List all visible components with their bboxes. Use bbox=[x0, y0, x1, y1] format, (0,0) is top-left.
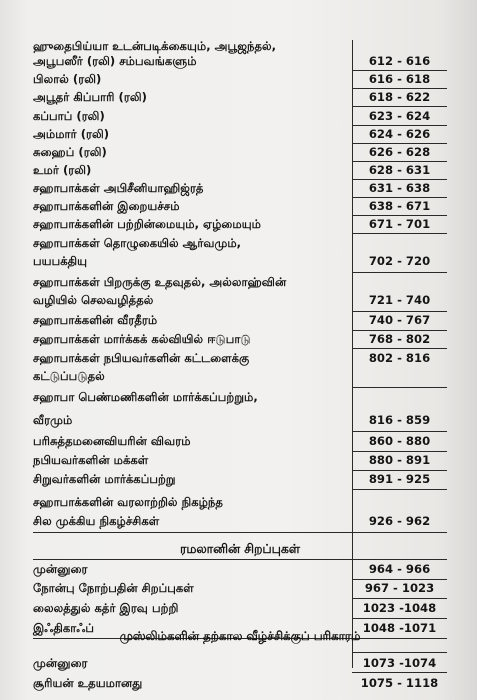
toc-entry bbox=[33, 434, 447, 449]
toc-entry bbox=[33, 181, 447, 196]
toc-entry-title: நோன்பு நோற்பதின் சிறப்புகள் bbox=[33, 581, 194, 595]
toc-entry-pages: 624 - 626 bbox=[368, 127, 431, 141]
toc-entry bbox=[33, 495, 447, 529]
toc-entry bbox=[33, 581, 447, 596]
toc-entry-title: லைலத்துல் கத்ர் இரவு பற்றி bbox=[33, 601, 179, 615]
toc-entry-title-cont: அபூபஸீர் (ரலி) சம்பவங்களும் bbox=[33, 54, 197, 68]
toc-entry bbox=[33, 313, 447, 328]
toc-entry bbox=[33, 656, 447, 671]
toc-entry bbox=[33, 217, 447, 232]
section-heading-remedy: முஸ்லிம்களின் தற்கால வீழ்ச்சிக்குப் பரிகாரம் bbox=[119, 629, 361, 643]
toc-entry-title-cont: வழியில் செலவழித்தல் bbox=[33, 293, 154, 307]
toc-entry bbox=[33, 163, 447, 178]
toc-entry-pages: 967 - 1023 bbox=[364, 581, 435, 595]
toc-entry bbox=[33, 145, 447, 160]
toc-entry-title: சஹாபாக்களின் வரலாற்றில் நிகழ்ந்த bbox=[33, 495, 223, 509]
toc-entry bbox=[33, 90, 447, 105]
toc-entry-pages: 671 - 701 bbox=[368, 217, 431, 231]
toc-entry-title: உமர் (ரலி) bbox=[33, 163, 92, 177]
toc-entry-title: முன்னுரை bbox=[33, 656, 88, 670]
toc-entry-title: சஹாபாக்களின் பற்றின்மையும், ஏழ்மையும் bbox=[33, 217, 261, 231]
toc-entry-pages: 768 - 802 bbox=[368, 332, 431, 346]
toc-entry-pages: 1075 - 1118 bbox=[360, 676, 439, 690]
toc-entry-pages: 802 - 816 bbox=[368, 351, 431, 365]
toc-entry bbox=[33, 676, 447, 691]
toc-entry-pages: 880 - 891 bbox=[368, 453, 431, 467]
toc-entry-title-cont: கட்டுப்படுதல் bbox=[33, 369, 105, 383]
toc-entry-pages: 1073 -1074 bbox=[362, 656, 437, 670]
toc-entry bbox=[33, 390, 447, 428]
toc-entry-pages: 616 - 618 bbox=[368, 72, 431, 86]
toc-entry bbox=[33, 601, 447, 616]
toc-entry bbox=[33, 39, 447, 69]
toc-entry bbox=[33, 72, 447, 87]
toc-entry-title: நபியவர்களின் மக்கள் bbox=[33, 453, 149, 467]
toc-entry-pages: 638 - 671 bbox=[368, 199, 431, 213]
toc-entry-title: சஹாபாக்கள் நபியவர்களின் கட்டளைக்கு bbox=[33, 351, 250, 365]
toc-entry-pages: 618 - 622 bbox=[368, 90, 431, 104]
toc-entry-title: சஹாபாக்களின் இறையச்சம் bbox=[33, 199, 180, 213]
toc-entry-title: கப்பாப் (ரலி) bbox=[33, 109, 105, 123]
toc-entry-pages: 721 - 740 bbox=[368, 293, 431, 307]
toc-entry-pages: 891 - 925 bbox=[368, 472, 431, 486]
toc-entry-pages: 860 - 880 bbox=[368, 434, 431, 448]
toc-entry-pages: 1023 -1048 bbox=[362, 601, 437, 615]
toc-entry bbox=[33, 109, 447, 124]
toc-entry-pages: 816 - 859 bbox=[368, 413, 431, 427]
toc-entry bbox=[33, 199, 447, 214]
toc-entry-title: இஃதிகாஃப் bbox=[33, 621, 95, 635]
toc-entry-title: சஹாபாக்கள் தொழுகையில் ஆர்வமும், bbox=[33, 236, 242, 250]
toc-entry bbox=[33, 351, 447, 384]
toc-entry-title-cont: சில முக்கிய நிகழ்ச்சிகள் bbox=[33, 514, 160, 528]
toc-entry-title: பிலால் (ரலி) bbox=[33, 72, 102, 86]
toc-entry-pages: 631 - 638 bbox=[368, 181, 431, 195]
toc-entry-pages: 964 - 966 bbox=[368, 562, 431, 576]
toc-entry-title: அபூதர் கிப்பாரி (ரலி) bbox=[33, 90, 147, 104]
toc-entry-title: சஹாபா பெண்மணிகளின் மார்க்கப்பற்றும், bbox=[33, 390, 258, 404]
toc-entry bbox=[33, 472, 447, 487]
toc-entry bbox=[33, 332, 447, 347]
toc-entry-pages: 626 - 628 bbox=[368, 145, 431, 159]
toc-entry-title-cont: பயபக்தியு bbox=[33, 254, 88, 268]
toc-entry-title: ஹுதைபிய்யா உடன்படிக்கையும், அபூஜந்தல், bbox=[33, 39, 277, 53]
toc-entry-title: சிறுவர்களின் மார்க்கப்பற்று bbox=[33, 472, 176, 486]
toc-entry-title: சூரியன் உதயமானது bbox=[33, 676, 143, 690]
toc-entry bbox=[33, 453, 447, 468]
toc-entry-title: பரிசுத்தமனைவியரின் விவரம் bbox=[33, 434, 191, 448]
toc-entry-pages: 628 - 631 bbox=[368, 163, 431, 177]
toc-entry-title: சஹாபாக்கள் பிறருக்கு உதவுதல், அல்லாஹ்வின் bbox=[33, 275, 287, 289]
toc-entry bbox=[33, 127, 447, 142]
toc-entry-pages: 702 - 720 bbox=[368, 254, 431, 268]
toc-entry-title: சஹாபாக்களின் வீரதீரம் bbox=[33, 313, 158, 327]
section-heading-ramadan: ரமலானின் சிறப்புகள் bbox=[180, 541, 300, 556]
toc-entry-pages: 612 - 616 bbox=[368, 54, 431, 68]
toc-entry-title: சஹாபாக்கள் மார்க்கக் கல்வியில் ஈடுபாடு bbox=[33, 332, 251, 346]
toc-entry-title: முன்னுரை bbox=[33, 562, 88, 576]
toc-entry bbox=[33, 562, 447, 577]
toc-entry-title: சுஹைப் (ரலி) bbox=[33, 145, 107, 159]
toc-entry-pages: 1048 -1071 bbox=[362, 621, 437, 635]
toc-entry-title: அம்மார் (ரலி) bbox=[33, 127, 110, 141]
toc-entry bbox=[33, 275, 447, 308]
toc-entry bbox=[33, 236, 447, 269]
toc-entry-pages: 926 - 962 bbox=[368, 514, 431, 528]
toc-entry-pages: 623 - 624 bbox=[368, 109, 431, 123]
toc-entry-pages: 740 - 767 bbox=[368, 313, 431, 327]
toc-entry-title: சஹாபாக்கள் அபிசீனியாஹிஜ்ரத் bbox=[33, 181, 204, 195]
toc-entry-title-cont: வீரமும் bbox=[33, 413, 73, 427]
